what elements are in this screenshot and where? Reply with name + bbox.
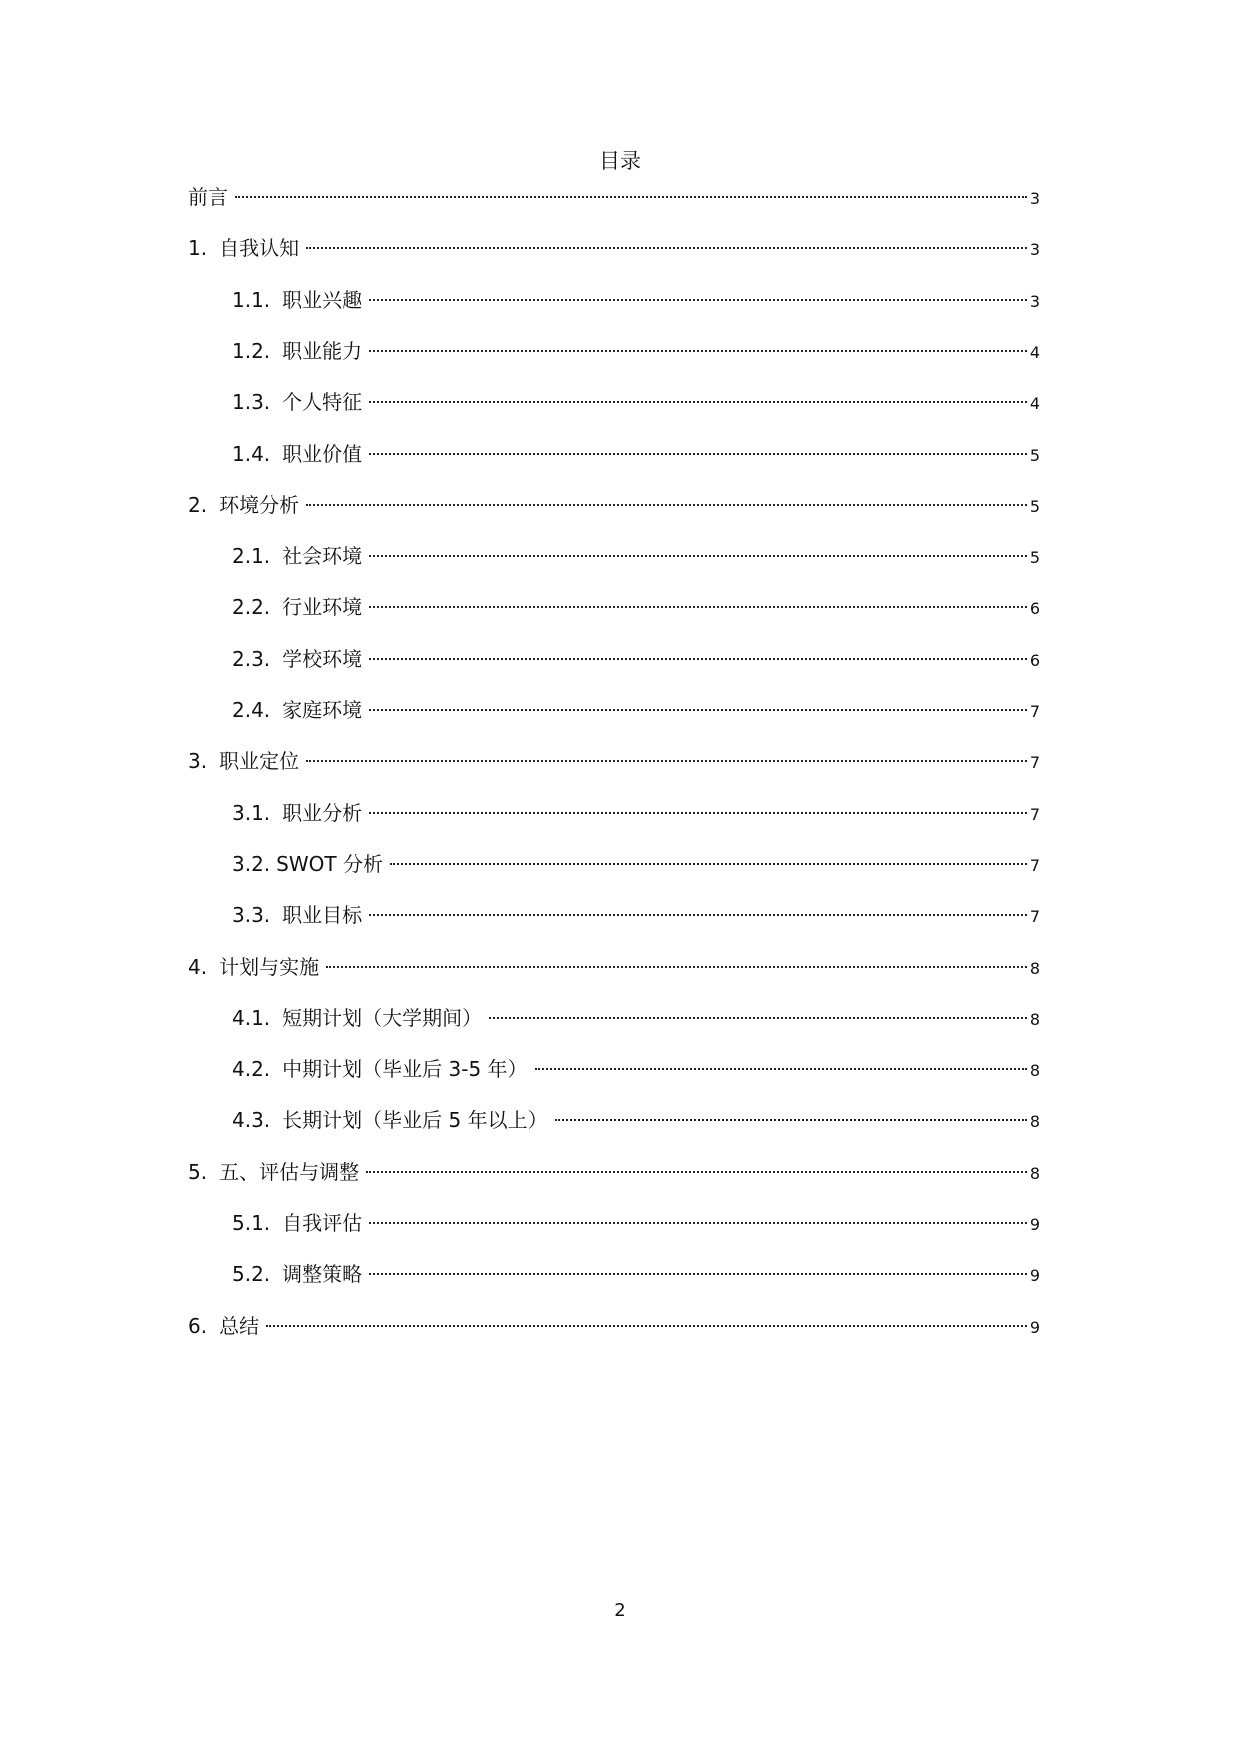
toc-dot-leader	[369, 709, 1027, 711]
toc-entry-page: 5	[1029, 548, 1040, 568]
toc-entry-page: 6	[1029, 650, 1040, 670]
toc-entry-number: 2.3.	[232, 646, 271, 671]
toc-entry-page: 3	[1029, 240, 1040, 260]
toc-title: 目录	[599, 149, 641, 173]
toc-entry-page: 7	[1029, 702, 1040, 721]
toc-entry-title: 家庭环境	[282, 698, 363, 722]
toc-entry-number: 2.	[188, 492, 208, 517]
toc-entry-title: 学校环境	[282, 646, 363, 671]
toc-dot-leader	[555, 1119, 1027, 1121]
toc-entry[interactable]	[232, 590, 1040, 624]
toc-dot-leader	[369, 555, 1027, 557]
toc-entry-title: 五、评估与调整	[219, 1159, 360, 1184]
toc-entry-page: 3	[1029, 291, 1040, 311]
toc-entry[interactable]	[232, 437, 1040, 471]
toc-entry[interactable]	[188, 950, 1040, 984]
toc-dot-leader	[489, 1017, 1027, 1019]
toc-dot-leader	[306, 760, 1027, 762]
toc-entry-number: 4.1.	[232, 1005, 271, 1030]
toc-entry[interactable]	[232, 1103, 1040, 1137]
toc-entry-number: 1.3.	[232, 390, 271, 415]
toc-entry[interactable]	[188, 488, 1040, 522]
toc-entry[interactable]	[232, 539, 1040, 573]
toc-entry-page: 5	[1029, 496, 1040, 516]
toc-dot-leader	[369, 401, 1027, 403]
toc-entry-title: 短期计划（大学期间）	[282, 1005, 483, 1030]
toc-dot-leader	[366, 1171, 1027, 1173]
toc-entry[interactable]	[232, 1257, 1040, 1291]
toc-entry-title: 职业价值	[282, 441, 363, 466]
toc-entry-number: 1.	[188, 236, 208, 261]
toc-entry[interactable]	[232, 642, 1040, 676]
toc-dot-leader	[369, 453, 1027, 455]
toc-entry-title: 计划与实施	[219, 954, 320, 979]
toc-entry-page: 9	[1029, 1215, 1040, 1234]
toc-entry-page: 4	[1029, 342, 1040, 362]
toc-entry[interactable]	[232, 1001, 1040, 1035]
toc-entry-title: 职业分析	[282, 800, 363, 825]
toc-entry-title: 自我认知	[219, 236, 300, 261]
toc-entry-title: SWOT 分析	[276, 851, 383, 876]
toc-entry[interactable]	[188, 180, 1040, 214]
toc-entry-page: 7	[1029, 907, 1040, 927]
toc-entry-page: 8	[1029, 1061, 1040, 1081]
toc-entry-title: 职业定位	[219, 749, 300, 774]
toc-entry[interactable]	[232, 693, 1040, 727]
toc-entry-number: 3.	[188, 749, 208, 774]
toc-entry[interactable]	[188, 1309, 1040, 1343]
toc-dot-leader	[306, 504, 1027, 506]
toc-entry[interactable]	[188, 1155, 1040, 1189]
toc-entry-number: 6.	[188, 1313, 208, 1338]
toc-entry-number: 3.2.	[232, 851, 271, 876]
toc-entry[interactable]	[232, 847, 1040, 881]
toc-entry-title: 总结	[219, 1313, 260, 1338]
toc-dot-leader	[235, 196, 1027, 198]
toc-entry[interactable]	[232, 898, 1040, 932]
toc-entry[interactable]	[232, 1206, 1040, 1240]
toc-entry-number: 2.1.	[232, 544, 271, 569]
toc-entry-title: 中期计划（毕业后 3-5 年）	[282, 1057, 528, 1082]
toc-entry-title: 自我评估	[282, 1211, 363, 1235]
toc-entry-page: 8	[1029, 1112, 1040, 1132]
toc-entry-title: 社会环境	[282, 544, 363, 569]
toc-dot-leader	[369, 606, 1027, 608]
page-number: 2	[614, 1600, 626, 1621]
toc-entry-number: 1.2.	[232, 338, 271, 363]
toc-entry-number: 3.3.	[232, 903, 271, 928]
toc-entry-title: 长期计划（毕业后 5 年以上）	[282, 1108, 548, 1133]
toc-entry-page: 5	[1029, 445, 1040, 465]
toc-dot-leader	[369, 350, 1027, 352]
toc-entry[interactable]	[232, 283, 1040, 317]
toc-dot-leader	[369, 658, 1027, 660]
toc-entry-title: 职业目标	[282, 903, 363, 928]
toc-entry-number: 5.1.	[232, 1211, 271, 1235]
toc-entry[interactable]	[232, 1052, 1040, 1086]
toc-dot-leader	[369, 914, 1027, 916]
toc-entry[interactable]	[232, 334, 1040, 368]
toc-dot-leader	[535, 1068, 1027, 1070]
toc-entry-title: 行业环境	[282, 595, 363, 620]
toc-entry-page: 3	[1029, 189, 1040, 208]
toc-dot-leader	[369, 299, 1027, 301]
toc-entry-page: 9	[1029, 1266, 1040, 1286]
toc-entry-page: 8	[1029, 958, 1040, 978]
toc-entry[interactable]	[188, 744, 1040, 778]
toc-entry-title: 环境分析	[219, 492, 300, 517]
toc-entry-page: 4	[1029, 394, 1040, 414]
toc-entry-page: 7	[1029, 804, 1040, 824]
toc-dot-leader	[369, 1222, 1027, 1224]
toc-entry-title: 职业兴趣	[282, 287, 363, 312]
toc-entry-number: 1.4.	[232, 441, 271, 466]
toc-entry-title: 前言	[188, 185, 228, 209]
toc-entry-page: 8	[1029, 1009, 1040, 1029]
toc-dot-leader	[306, 247, 1027, 249]
toc-entry-number: 4.3.	[232, 1108, 271, 1133]
toc-entry-number: 2.4.	[232, 698, 271, 722]
toc-entry-page: 7	[1029, 855, 1040, 875]
toc-entry-number: 1.1.	[232, 287, 271, 312]
toc-entry[interactable]	[232, 385, 1040, 419]
toc-entry-number: 5.	[188, 1159, 208, 1184]
toc-entry-number: 4.2.	[232, 1057, 271, 1082]
toc-dot-leader	[369, 1273, 1027, 1275]
toc-dot-leader	[326, 966, 1027, 968]
toc-dot-leader	[390, 863, 1027, 865]
toc-entry[interactable]	[232, 796, 1040, 830]
toc-entry-number: 5.2.	[232, 1262, 271, 1287]
toc-entry-page: 9	[1029, 1317, 1040, 1337]
toc-entry-page: 6	[1029, 599, 1040, 619]
toc-entry-number: 3.1.	[232, 800, 271, 825]
toc-entry-title: 调整策略	[282, 1262, 363, 1287]
toc-entry-number: 4.	[188, 954, 208, 979]
toc-dot-leader	[369, 812, 1027, 814]
toc-entry-page: 7	[1029, 753, 1040, 773]
toc-entry-title: 个人特征	[282, 390, 363, 415]
toc-entry-title: 职业能力	[282, 338, 363, 363]
toc-dot-leader	[266, 1325, 1027, 1327]
toc-entry[interactable]	[188, 231, 1040, 265]
toc-entry-number: 2.2.	[232, 595, 271, 620]
toc-entry-page: 8	[1029, 1163, 1040, 1183]
